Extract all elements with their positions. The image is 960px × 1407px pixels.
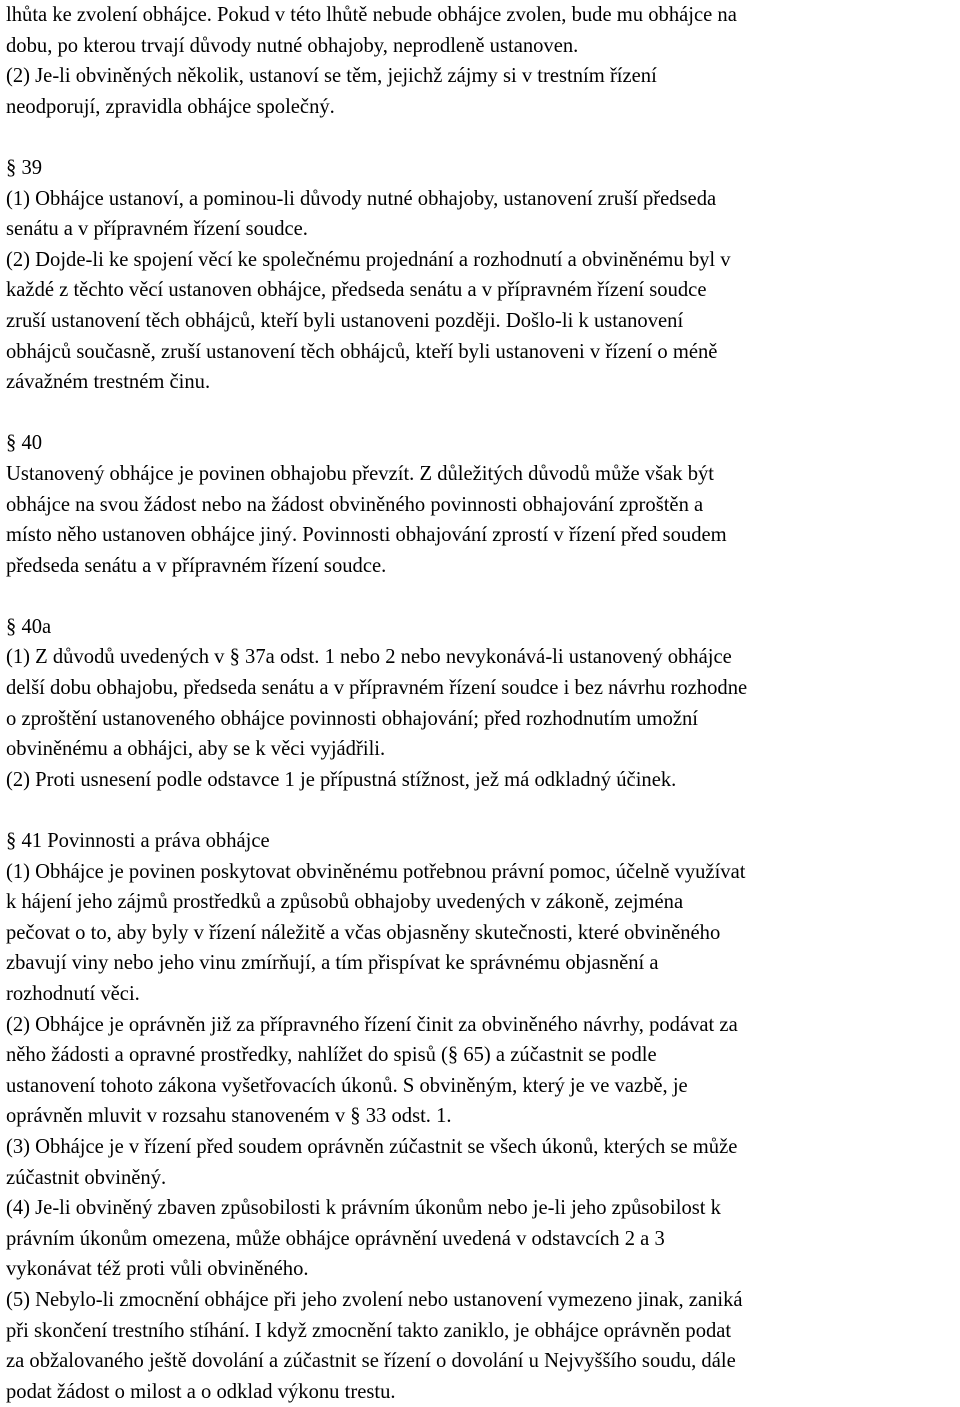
text-line: o zproštění ustanoveného obhájce povinnosti obhajování; před rozhodnutím umožní bbox=[6, 707, 699, 730]
text-line: (4) Je-li obviněný zbaven způsobilosti k právním úkonům nebo je-li jeho způsobilost k bbox=[6, 1197, 721, 1220]
text-line: rozhodnutí věci. bbox=[6, 983, 140, 1005]
text-line: dobu, po kterou trvají důvody nutné obhajoby, neprodleně ustanoven. bbox=[6, 34, 579, 57]
text-line: (1) Obhájce ustanoví, a pominou-li důvody nutné obhajoby, ustanovení zruší předseda bbox=[6, 187, 717, 210]
paragraph-gap bbox=[6, 581, 954, 612]
text-line: (2) Je-li obviněných několik, ustanoví se těm, jejichž zájmy si v trestním řízení bbox=[6, 65, 657, 88]
text-line: delší dobu obhajobu, předseda senátu a v přípravném řízení soudce i bez návrhu rozhodne bbox=[6, 677, 748, 700]
text-line: (5) Nebylo-li zmocnění obhájce při jeho zvolení nebo ustanovení vymezeno jinak, zaniká bbox=[6, 1288, 743, 1311]
text-line: lhůta ke zvolení obhájce. Pokud v této lhůtě nebude obhájce zvolen, bude mu obhájce na bbox=[6, 4, 737, 26]
text-line: obhájců současně, zruší ustanovení těch obhájců, kteří byli ustanoveni v řízení o méně bbox=[6, 340, 718, 363]
text-line: oprávněn mluvit v rozsahu stanoveném v § 33 odst. 1. bbox=[6, 1105, 452, 1128]
paragraph-gap bbox=[6, 122, 954, 153]
text-line: při skončení trestního stíhání. I když zmocnění takto zaniklo, je obhájce oprávněn podat bbox=[6, 1319, 732, 1342]
section-heading: § 39 bbox=[6, 156, 43, 179]
text-line: (2) Proti usnesení podle odstavce 1 je přípustná stížnost, jež má odkladný účinek. bbox=[6, 768, 677, 791]
text-line: (2) Obhájce je oprávněn již za přípravného řízení činit za obviněného návrhy, podávat za bbox=[6, 1013, 738, 1036]
text-line: právním úkonům omezena, může obhájce oprávnění uvedená v odstavcích 2 a 3 bbox=[6, 1227, 665, 1250]
text-line: předseda senátu a v přípravném řízení soudce. bbox=[6, 554, 387, 577]
section-heading: § 40a bbox=[6, 615, 52, 638]
text-line: za obžalovaného ještě dovolání a zúčastnit se řízení o dovolání u Nejvyššího soudu, dále bbox=[6, 1350, 736, 1373]
text-line: obhájce na svou žádost nebo na žádost obviněného povinnosti obhajování zproštěn a bbox=[6, 493, 704, 516]
text-line: ustanovení tohoto zákona vyšetřovacích úkonů. S obviněným, který je ve vazbě, je bbox=[6, 1074, 688, 1097]
text-line: k hájení jeho zájmů prostředků a způsobů obhajoby uvedených v zákoně, zejména bbox=[6, 891, 684, 914]
text-line: neodporují, zpravidla obhájce společný. bbox=[6, 95, 335, 118]
text-line: senátu a v přípravném řízení soudce. bbox=[6, 218, 308, 241]
text-line: vykonávat též proti vůli obviněného. bbox=[6, 1258, 309, 1281]
text-line: místo něho ustanoven obhájce jiný. Povinnosti obhajování zprostí v řízení před soudem bbox=[6, 524, 727, 547]
text-line: (2) Dojde-li ke spojení věcí ke společnému projednání a rozhodnutí a obviněnému byl v bbox=[6, 248, 731, 271]
text-line: (3) Obhájce je v řízení před soudem oprávněn zúčastnit se všech úkonů, kterých se může bbox=[6, 1135, 738, 1158]
section-heading: § 40 bbox=[6, 432, 43, 455]
text-line: (1) Obhájce je povinen poskytovat obviněnému potřebnou právní pomoc, účelně využívat bbox=[6, 860, 746, 883]
text-line: zbavují viny nebo jeho vinu zmírňují, a tím přispívat ke správnému objasnění a bbox=[6, 952, 659, 975]
text-line: pečovat o to, aby byly v řízení náležitě a včas objasněny skutečnosti, které obviněného bbox=[6, 921, 721, 944]
section-heading: § 41 Povinnosti a práva obhájce bbox=[6, 830, 270, 853]
text-line: zruší ustanovení těch obhájců, kteří byli ustanoveni později. Došlo-li k ustanovení bbox=[6, 309, 684, 332]
text-line: podat žádost o milost a o odklad výkonu trestu. bbox=[6, 1380, 396, 1403]
text-line: Ustanovený obhájce je povinen obhajobu převzít. Z důležitých důvodů může však být bbox=[6, 462, 715, 485]
text-line: každé z těchto věcí ustanoven obhájce, předseda senátu a v přípravném řízení soudce bbox=[6, 279, 707, 302]
text-line: obviněnému a obhájci, aby se k věci vyjádřili. bbox=[6, 738, 386, 761]
text-line: závažném trestném činu. bbox=[6, 371, 211, 394]
paragraph-gap bbox=[6, 795, 954, 826]
text-line: zúčastnit obviněný. bbox=[6, 1166, 167, 1189]
text-line: (1) Z důvodů uvedených v § 37a odst. 1 nebo 2 nebo nevykonává-li ustanovený obhájce bbox=[6, 646, 732, 669]
text-line: něho žádosti a opravné prostředky, nahlížet do spisů (§ 65) a zúčastnit se podle bbox=[6, 1044, 657, 1067]
paragraph-gap bbox=[6, 398, 954, 429]
